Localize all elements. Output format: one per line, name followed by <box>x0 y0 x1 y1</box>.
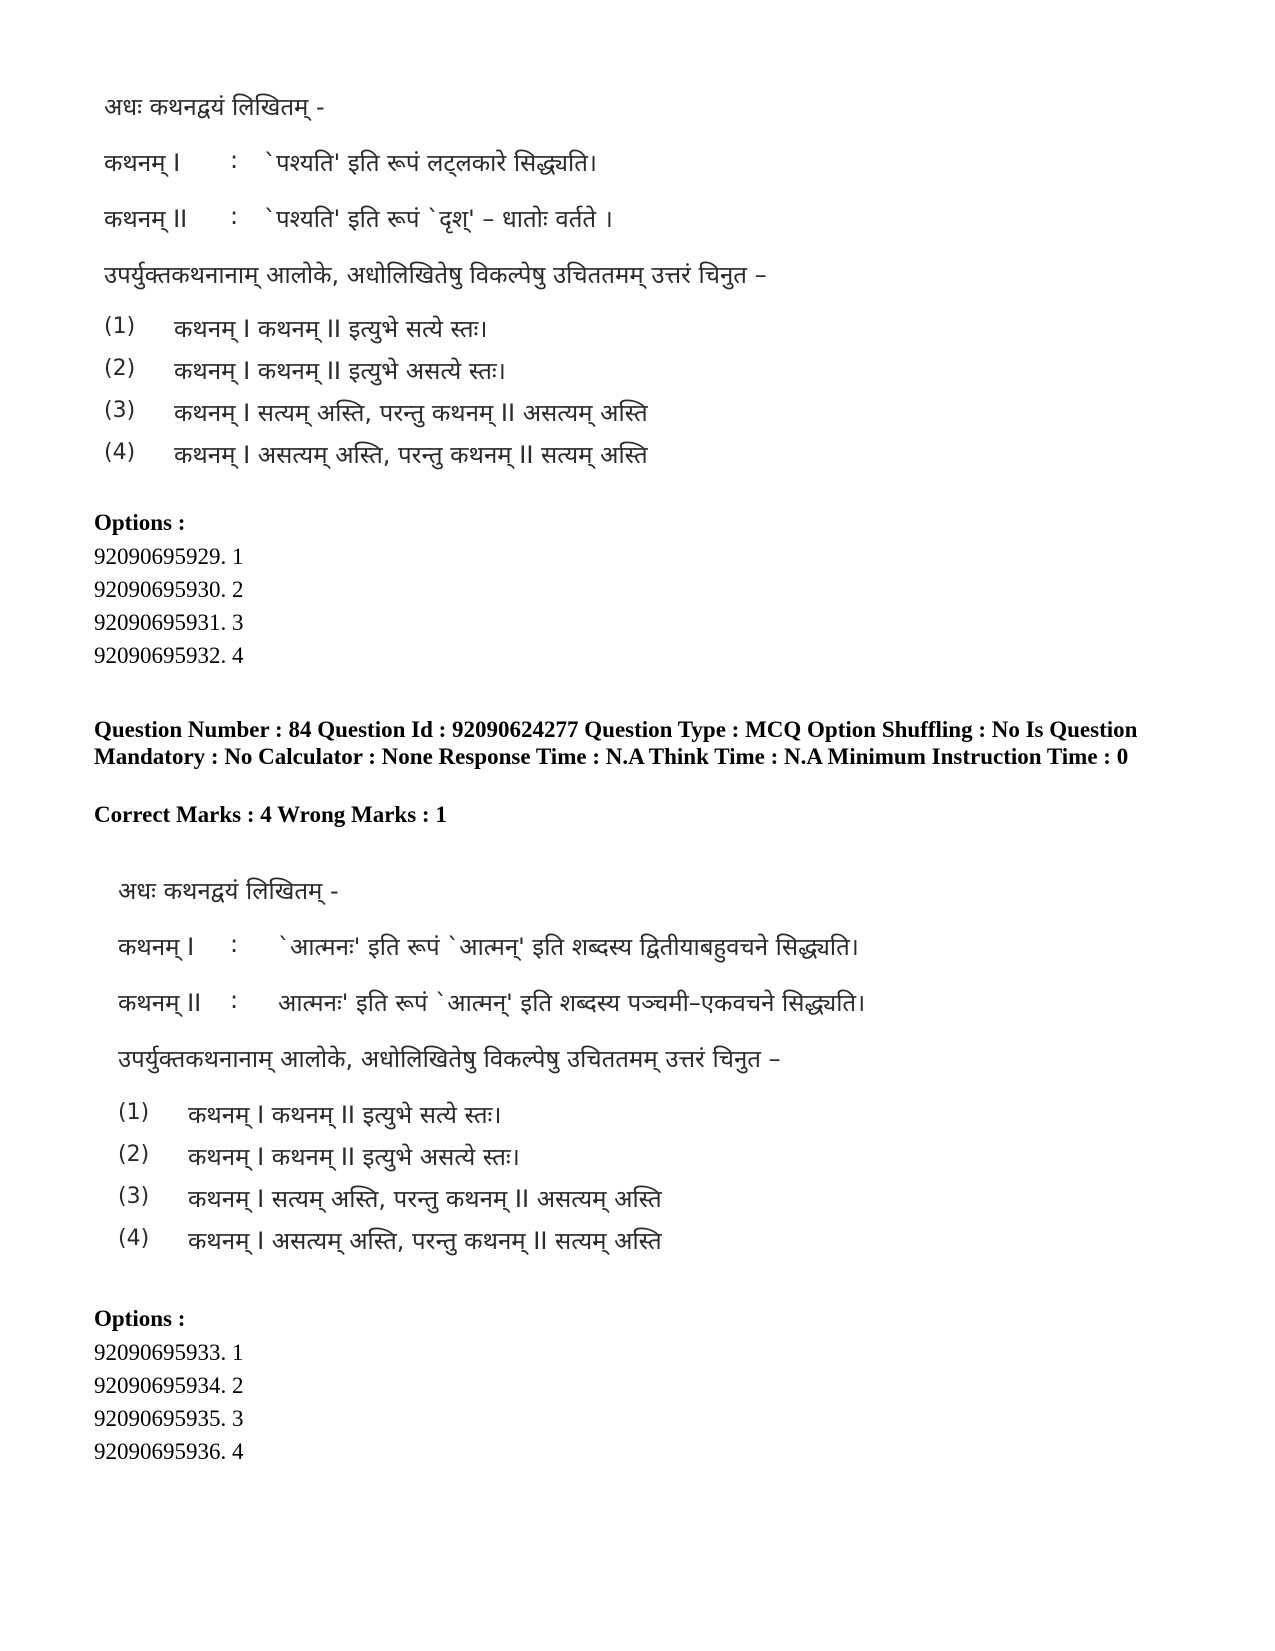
options-heading: Options : <box>94 510 186 535</box>
choice-4-number: (4) <box>118 1226 150 1251</box>
statement-1-label: कथनम् I <box>104 149 181 177</box>
choice-1-text: कथनम् I कथनम् II इत्युभे सत्ये स्तः। <box>188 1101 502 1129</box>
statement-2-label: कथनम् II <box>104 205 188 233</box>
option-item: 92090695933. 1 <box>94 1340 244 1365</box>
question-meta: Question Number : 84 Question Id : 92090624277 Question Type : MCQ Option Shuffling : No Is Question Mandatory : No Calculator : None Response Time : N.A Think Time : N.A Minimum Instruction Time : 0 <box>94 717 1138 769</box>
option-item: 92090695930. 2 <box>94 577 244 602</box>
question-intro: अधः कथनद्वयं लिखितम् - <box>104 93 325 121</box>
choice-2-number: (2) <box>104 356 136 381</box>
option-item: 92090695935. 3 <box>94 1406 244 1431</box>
option-item: 92090695929. 1 <box>94 544 244 569</box>
choice-3-number: (3) <box>118 1184 150 1209</box>
statement-2-label: कथनम् II <box>118 989 202 1017</box>
choice-1-text: कथनम् I कथनम् II इत्युभे सत्ये स्तः। <box>174 315 488 343</box>
option-item: 92090695934. 2 <box>94 1373 244 1398</box>
question-intro: अधः कथनद्वयं लिखितम् - <box>118 877 339 905</box>
choice-4-number: (4) <box>104 440 136 465</box>
choice-1-number: (1) <box>104 314 136 339</box>
choice-2-text: कथनम् I कथनम् II इत्युभे असत्ये स्तः। <box>188 1143 520 1171</box>
statement-1-colon: : <box>230 930 239 958</box>
option-item: 92090695931. 3 <box>94 610 244 635</box>
options-list <box>94 1336 244 1468</box>
question-instruction: उपर्युक्तकथनानाम् आलोके, अधोलिखितेषु विकल्पेषु उचिततमम् उत्तरं चिनुत – <box>118 1045 781 1073</box>
statement-2-text: `पश्यति' इति रूपं `दृश्' – धातोः वर्तते । <box>264 205 613 233</box>
statement-2-text: आत्मनः' इति रूपं `आत्मन्' इति शब्दस्य पञ्चमी–एकवचने सिद्ध्यति। <box>278 989 866 1017</box>
question-marks: Correct Marks : 4 Wrong Marks : 1 <box>94 802 447 827</box>
statement-1-colon: : <box>230 146 239 174</box>
options-heading: Options : <box>94 1306 186 1331</box>
statement-1-label: कथनम् I <box>118 933 195 961</box>
choice-3-text: कथनम् I सत्यम् अस्ति, परन्तु कथनम् II असत्यम् अस्ति <box>188 1185 662 1213</box>
choice-3-text: कथनम् I सत्यम् अस्ति, परन्तु कथनम् II असत्यम् अस्ति <box>174 399 648 427</box>
option-item: 92090695936. 4 <box>94 1439 244 1464</box>
option-item: 92090695932. 4 <box>94 643 244 668</box>
choice-1-number: (1) <box>118 1100 150 1125</box>
statement-2-colon: : <box>230 202 239 230</box>
choice-2-number: (2) <box>118 1142 150 1167</box>
choice-4-text: कथनम् I असत्यम् अस्ति, परन्तु कथनम् II सत्यम् अस्ति <box>188 1227 662 1255</box>
statement-2-colon: : <box>230 986 239 1014</box>
statement-1-text: `आत्मनः' इति रूपं `आत्मन्' इति शब्दस्य द्वितीयाबहुवचने सिद्ध्यति। <box>278 933 859 961</box>
question-instruction: उपर्युक्तकथनानाम् आलोके, अधोलिखितेषु विकल्पेषु उचिततमम् उत्तरं चिनुत – <box>104 261 767 289</box>
choice-2-text: कथनम् I कथनम् II इत्युभे असत्ये स्तः। <box>174 357 506 385</box>
statement-1-text: `पश्यति' इति रूपं लट्लकारे सिद्ध्यति। <box>264 149 598 177</box>
choice-3-number: (3) <box>104 398 136 423</box>
choice-4-text: कथनम् I असत्यम् अस्ति, परन्तु कथनम् II सत्यम् अस्ति <box>174 441 648 469</box>
